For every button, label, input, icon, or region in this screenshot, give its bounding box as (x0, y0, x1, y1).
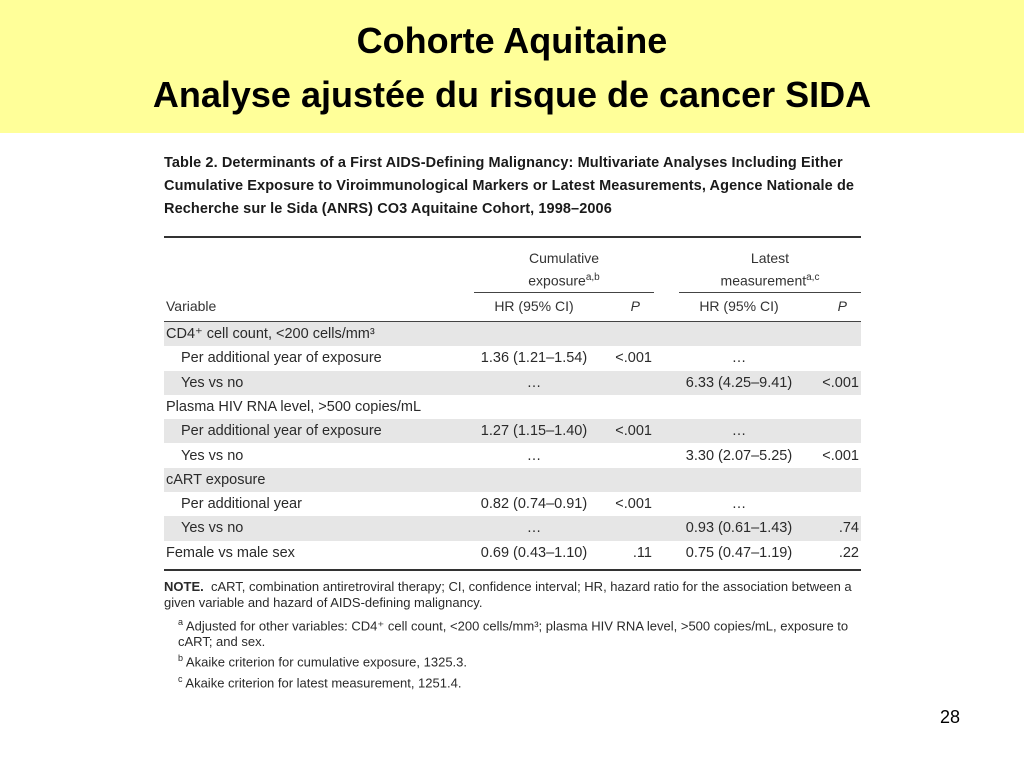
table-figure (164, 152, 861, 690)
cell-hr-latest: … (731, 350, 747, 367)
cell-hr-cumulative: 1.27 (1.15–1.40) (480, 423, 588, 440)
cell-hr-latest: … (731, 496, 747, 513)
cell-hr-cumulative: … (526, 520, 542, 537)
table-row (164, 322, 861, 346)
cell-variable: Plasma HIV RNA level, >500 copies/mL (166, 398, 422, 415)
group-header-latest-line1: Latest (750, 250, 790, 266)
cell-hr-latest: 0.75 (0.47–1.19) (685, 544, 793, 561)
note-text: cART, combination antiretroviral therapy; CI, confidence interval; HR, hazard ratio for the association between a given variable and hazard of AIDS-defining malignancy. (164, 579, 852, 610)
cell-hr-cumulative: … (526, 447, 542, 464)
note-label: NOTE. (164, 579, 204, 594)
cell-hr-latest: … (731, 423, 747, 440)
col-header-p2: P (837, 298, 847, 314)
cell-hr-latest: 6.33 (4.25–9.41) (685, 374, 793, 391)
cell-variable: Yes vs no (181, 374, 244, 391)
cell-variable: Per additional year of exposure (181, 423, 382, 440)
table-row (164, 444, 861, 468)
cell-p-latest: <.001 (822, 374, 859, 391)
footnote-c-mark: c (178, 673, 183, 684)
footnote-b (164, 650, 861, 670)
footnote-a-mark: a (178, 617, 184, 627)
table-row (164, 516, 861, 540)
footnote-a (164, 614, 861, 650)
cell-variable: Yes vs no (181, 447, 244, 464)
footnote-c (164, 671, 861, 691)
page-number: 28 (939, 707, 961, 727)
cell-p-cumulative: .11 (632, 544, 652, 561)
table-row (164, 371, 861, 395)
group-header-cumulative-line2: exposure$^{a,b}$ (528, 272, 600, 289)
cell-hr-cumulative: 0.82 (0.74–0.91) (480, 496, 588, 513)
table-bottom-rule (164, 569, 861, 571)
note-paragraph (164, 579, 861, 611)
cell-variable: Yes vs no (181, 520, 244, 537)
table-caption: Table 2. Determinants of a First AIDS-Defining Malignancy: Multivariate Analyses Including Either Cumulative Exposure to Viroimmunological Markers or Latest Measurements, Agence Nationale de Recherche sur le Sida (ANRS) CO3 Aquitaine Cohort, 1998–2006 (164, 155, 855, 217)
footnote-c-text: Akaike criterion for latest measurement, 1251.4. (185, 674, 462, 690)
cell-variable: CD4⁺ cell count, <200 cells/mm³ (166, 326, 375, 342)
slide-subtitle: Analyse ajustée du risque de cancer SIDA (152, 74, 872, 115)
cell-hr-cumulative: 1.36 (1.21–1.54) (480, 350, 588, 367)
table-row (164, 492, 861, 516)
table-row (164, 346, 861, 370)
group-header-cumulative (474, 248, 654, 291)
footnote-b-text: Akaike criterion for cumulative exposure, 1325.3. (185, 654, 468, 670)
cell-p-cumulative: <.001 (615, 423, 652, 440)
cell-p-latest: <.001 (822, 447, 859, 464)
table-row (164, 541, 861, 565)
group-rule-cumulative (474, 292, 654, 293)
cell-p-cumulative: <.001 (615, 350, 652, 367)
group-header-latest-line2: measurement$^{a,c}$ (720, 272, 820, 289)
cell-hr-cumulative: 0.69 (0.43–1.10) (480, 544, 588, 561)
group-header-latest (679, 248, 861, 291)
table-row (164, 468, 861, 492)
col-header-hr1: HR (95% CI) (494, 298, 574, 314)
footnote-a-text: Adjusted for other variables: CD4⁺ cell count, <200 cells/mm³; plasma HIV RNA level, >500 copies/mL, exposure to cART; and sex. (178, 618, 849, 650)
cell-hr-cumulative: … (526, 374, 542, 391)
group-rule-latest (679, 292, 861, 293)
cell-p-latest: .22 (838, 544, 859, 561)
cell-p-cumulative: <.001 (615, 496, 652, 513)
cell-variable: Female vs male sex (166, 544, 295, 561)
col-header-variable: Variable (166, 298, 217, 314)
group-header-cumulative-line1: Cumulative (528, 250, 600, 266)
table-top-rule (164, 236, 861, 238)
table-notes (164, 579, 861, 691)
table-row (164, 395, 861, 419)
cell-hr-latest: 0.93 (0.61–1.43) (685, 520, 793, 537)
col-header-hr2: HR (95% CI) (699, 298, 779, 314)
cell-variable: cART exposure (166, 471, 266, 488)
cell-variable: Per additional year of exposure (181, 350, 382, 367)
col-header-p1: P (630, 298, 640, 314)
cell-variable: Per additional year (181, 496, 302, 513)
footnote-b-mark: b (178, 653, 184, 664)
table-row (164, 419, 861, 443)
cell-p-latest: .74 (838, 520, 859, 537)
slide-title: Cohorte Aquitaine (356, 20, 668, 61)
cell-hr-latest: 3.30 (2.07–5.25) (685, 447, 793, 464)
